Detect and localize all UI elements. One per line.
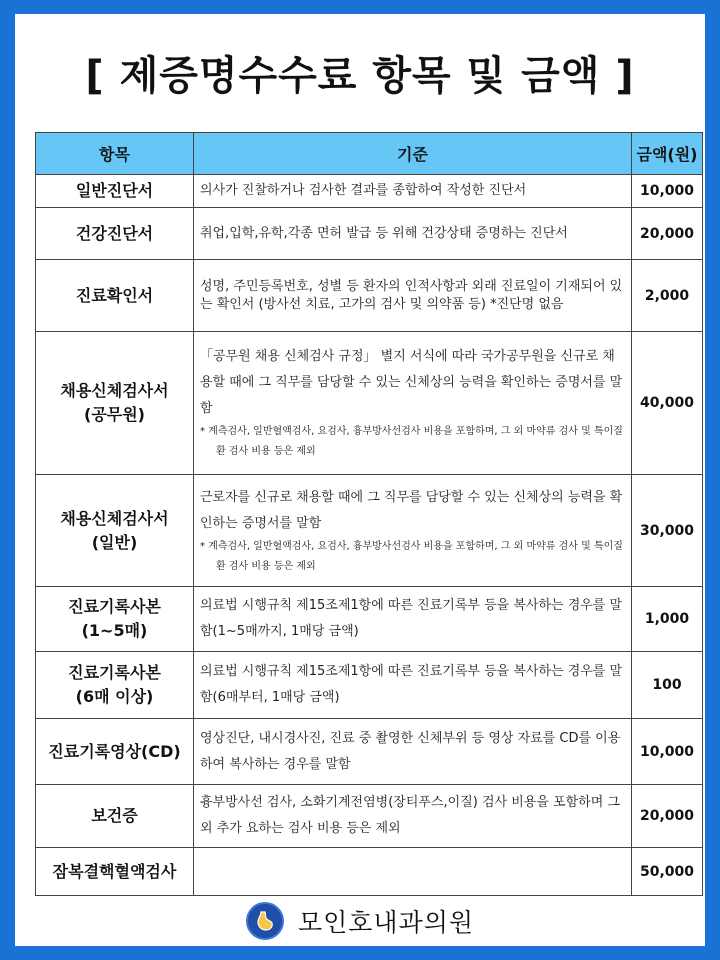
row-item-line2: (일반) xyxy=(91,532,138,552)
header-criteria: 기준 xyxy=(194,133,632,175)
fee-table xyxy=(35,132,703,896)
clinic-logo-icon xyxy=(246,902,284,940)
row-amount: 20,000 xyxy=(632,785,703,848)
row-item-line1: 채용신체검사서 xyxy=(60,381,169,400)
clinic-footer xyxy=(15,900,705,942)
row-item-line1: 채용신체검사서 xyxy=(60,508,169,528)
fee-sheet xyxy=(15,14,705,946)
row-item-line1: 진료기록사본 xyxy=(68,663,161,682)
row-item-line2: (6매 이상) xyxy=(75,687,154,706)
row-item: 진료기록영상(CD) xyxy=(36,719,194,785)
row-item: 진료확인서 xyxy=(36,260,194,332)
page-title: [ 제증명수수료 항목 및 금액 ] xyxy=(85,53,635,99)
row-amount: 50,000 xyxy=(632,848,703,896)
row-criteria-text: 「공무원 채용 신체검사 규정」 별지 서식에 따라 국가공무원을 신규로 채용할 때에 그 직무를 담당할 수 있는 신체상의 능력을 확인하는 증명서를 말함 xyxy=(200,349,623,416)
row-item: 잠복결핵혈액검사 xyxy=(36,848,194,896)
table-row xyxy=(36,475,703,587)
row-criteria: 흉부방사선 검사, 소화기계전염병(장티푸스,이질) 검사 비용을 포함하며 그외 추가 요하는 검사 비용 등은 제외 xyxy=(194,785,632,848)
row-item-line2: (1~5매) xyxy=(81,621,148,640)
table-row xyxy=(36,332,703,475)
row-criteria xyxy=(194,848,632,896)
table-row xyxy=(36,175,703,208)
table-header-row xyxy=(36,133,703,175)
row-amount: 2,000 xyxy=(632,260,703,332)
row-item: 일반진단서 xyxy=(36,175,194,208)
table-row xyxy=(36,208,703,260)
table-row xyxy=(36,785,703,848)
table-row xyxy=(36,848,703,896)
row-item xyxy=(36,652,194,719)
row-item: 건강진단서 xyxy=(36,208,194,260)
row-criteria: 의료법 시행규칙 제15조제1항에 따른 진료기록부 등을 복사하는 경우를 말함(1~5매까지, 1매당 금액) xyxy=(194,587,632,652)
row-amount: 10,000 xyxy=(632,719,703,785)
row-amount: 10,000 xyxy=(632,175,703,208)
row-item xyxy=(36,587,194,652)
row-amount: 1,000 xyxy=(632,587,703,652)
row-criteria: 성명, 주민등록번호, 성별 등 환자의 인적사항과 외래 진료일이 기재되어 있는 확인서 (방사선 치료, 고가의 검사 및 의약품 등) *진단명 없음 xyxy=(194,260,632,332)
row-criteria: 의료법 시행규칙 제15조제1항에 따른 진료기록부 등을 복사하는 경우를 말함(6매부터, 1매당 금액) xyxy=(194,652,632,719)
row-criteria xyxy=(194,475,632,587)
header-item: 항목 xyxy=(36,133,194,175)
row-criteria-note: * 계측검사, 일반혈액검사, 요검사, 흉부방사선검사 비용을 포함하며, 그 외 마약류 검사 및 특이질환 검사 비용 등은 제외 xyxy=(200,540,623,572)
row-amount: 20,000 xyxy=(632,208,703,260)
table-row xyxy=(36,260,703,332)
table-row xyxy=(36,652,703,719)
row-criteria-text: 근로자를 신규로 채용할 때에 그 직무를 담당할 수 있는 신체상의 능력을 확인하는 증명서를 말함 xyxy=(200,489,623,531)
row-item-line1: 진료기록사본 xyxy=(68,597,161,616)
row-item xyxy=(36,475,194,587)
row-amount: 30,000 xyxy=(632,475,703,587)
row-item-line2: (공무원) xyxy=(84,405,145,424)
row-criteria xyxy=(194,332,632,475)
row-amount: 40,000 xyxy=(632,332,703,475)
table-row xyxy=(36,719,703,785)
row-criteria: 의사가 진찰하거나 검사한 결과를 종합하여 작성한 진단서 xyxy=(194,175,632,208)
header-amount: 금액(원) xyxy=(632,133,703,175)
row-criteria-note: * 계측검사, 일반혈액검사, 요검사, 흉부방사선검사 비용을 포함하며, 그 외 마약류 검사 및 특이질환 검사 비용 등은 제외 xyxy=(200,426,623,457)
stomach-icon xyxy=(253,909,277,933)
row-criteria: 영상진단, 내시경사진, 진료 중 촬영한 신체부위 등 영상 자료를 CD를 이용하여 복사하는 경우를 말함 xyxy=(194,719,632,785)
table-row xyxy=(36,587,703,652)
row-item: 보건증 xyxy=(36,785,194,848)
row-criteria: 취업,입학,유학,각종 면허 발급 등 위해 건강상태 증명하는 진단서 xyxy=(194,208,632,260)
row-item xyxy=(36,332,194,475)
clinic-name: 모인호내과의원 xyxy=(297,908,475,937)
row-amount: 100 xyxy=(632,652,703,719)
